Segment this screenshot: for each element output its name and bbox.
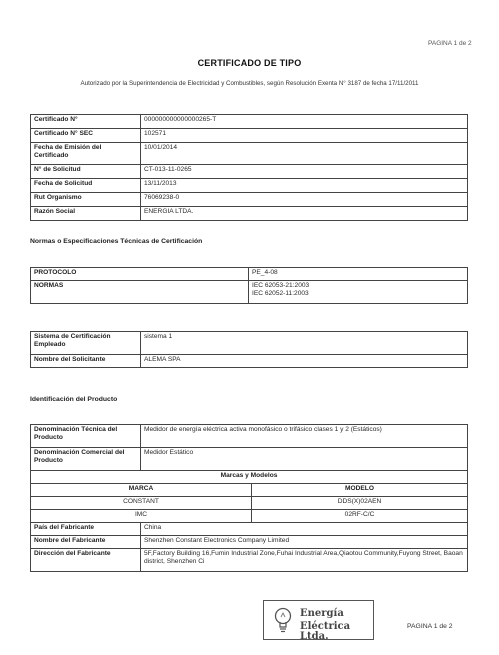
address-value: 5F,Factory Building 16,Fumin Industrial Zone,Fuhai Industrial Area,Qiaotou Community,Fuyong Street, Baoan district, Shenzhen Ci [141,549,468,572]
table-row [31,523,468,536]
protocol-value: PE_4-08 [249,268,468,281]
logo-text-line2: Eléctrica Ltda. [300,621,351,642]
standard-item: IEC 62053-21:2003 [252,282,310,289]
certificate-info-table [30,114,468,221]
company-name-value: ENERGIA LTDA. [141,207,468,221]
protocol-label: PROTOCOLO [31,268,249,281]
table-row [31,281,468,304]
request-date-label: Fecha de Solicitud [31,179,141,193]
table-row [31,179,468,193]
table-row [31,268,468,281]
standards-value [249,281,468,304]
product-table [30,424,468,572]
request-number-value: CT-013-11-0265 [141,165,468,179]
table-row [31,425,468,448]
table-row [31,129,468,143]
table-row [31,355,468,368]
lightbulb-icon [274,607,292,635]
standard-item: IEC 62052-11:2003 [252,289,309,297]
cert-number-value: 000000000000000265-T [141,115,468,129]
company-logo [263,600,374,640]
manufacturer-label: Nombre del Fabricante [31,536,141,549]
model-cell: 02RF-C/C [252,510,468,523]
brand-cell: IMC [31,510,252,523]
page-number-top: PAGINA 1 de 2 [428,40,472,47]
table-row [31,448,468,471]
manufacturer-value: Shenzhen Constant Electronics Company Limited [141,536,468,549]
request-number-label: N° de Solicitud [31,165,141,179]
page-number-bottom: PAGINA 1 de 2 [407,623,453,630]
cert-number-label: Certificado N° [31,115,141,129]
standards-label: NORMAS [31,281,249,304]
sec-number-label: Certificado N° SEC [31,129,141,143]
document-title: CERTIFICADO DE TIPO [197,58,302,68]
table-row [31,115,468,129]
table-row [31,510,468,523]
table-row [31,497,468,510]
model-column-header: MODELO [252,484,468,497]
brand-cell: CONSTANT [31,497,252,510]
brand-column-header: MARCA [31,484,252,497]
authorization-text: Autorizado por la Superintendencia de Electricidad y Combustibles, según Resolución Exenta N° 3187 de fecha 17/11/2011 [80,80,419,87]
system-table [30,331,468,368]
table-row [31,484,468,497]
table-row [31,536,468,549]
model-cell: DDS(X)02AEN [252,497,468,510]
country-label: País del Fabricante [31,523,141,536]
sec-number-value: 102571 [141,129,468,143]
table-row [31,143,468,165]
normas-heading: Normas o Especificaciones Técnicas de Certificación [30,238,203,245]
commercial-name-value: Medidor Estático [141,448,468,471]
normas-table [30,267,468,304]
applicant-label: Nombre del Solicitante [31,355,141,368]
system-value: sistema 1 [141,332,468,355]
request-date-value: 13/11/2013 [141,179,468,193]
issue-date-value: 10/01/2014 [141,143,468,165]
table-row [31,165,468,179]
table-row [31,207,468,221]
technical-name-label: Denominación Técnica del Producto [31,425,141,448]
table-row [31,471,468,484]
commercial-name-label: Denominación Comercial del Producto [31,448,141,471]
table-row [31,193,468,207]
brands-models-header: Marcas y Modelos [31,471,468,484]
table-row [31,549,468,572]
rut-value: 76069238-0 [141,193,468,207]
technical-name-value: Medidor de energía eléctrica activa monofásico o trifásico clases 1 y 2 (Estáticos) [141,425,468,448]
applicant-value: ALEMA SPA [141,355,468,368]
system-label: Sistema de Certificación Empleado [31,332,141,355]
rut-label: Rut Organismo [31,193,141,207]
country-value: China [141,523,468,536]
product-heading: Identificación del Producto [30,396,118,403]
company-name-label: Razón Social [31,207,141,221]
table-row [31,332,468,355]
issue-date-label: Fecha de Emisión del Certificado [31,143,141,165]
logo-text-line1: Energía [300,608,344,619]
address-label: Dirección del Fabricante [31,549,141,572]
